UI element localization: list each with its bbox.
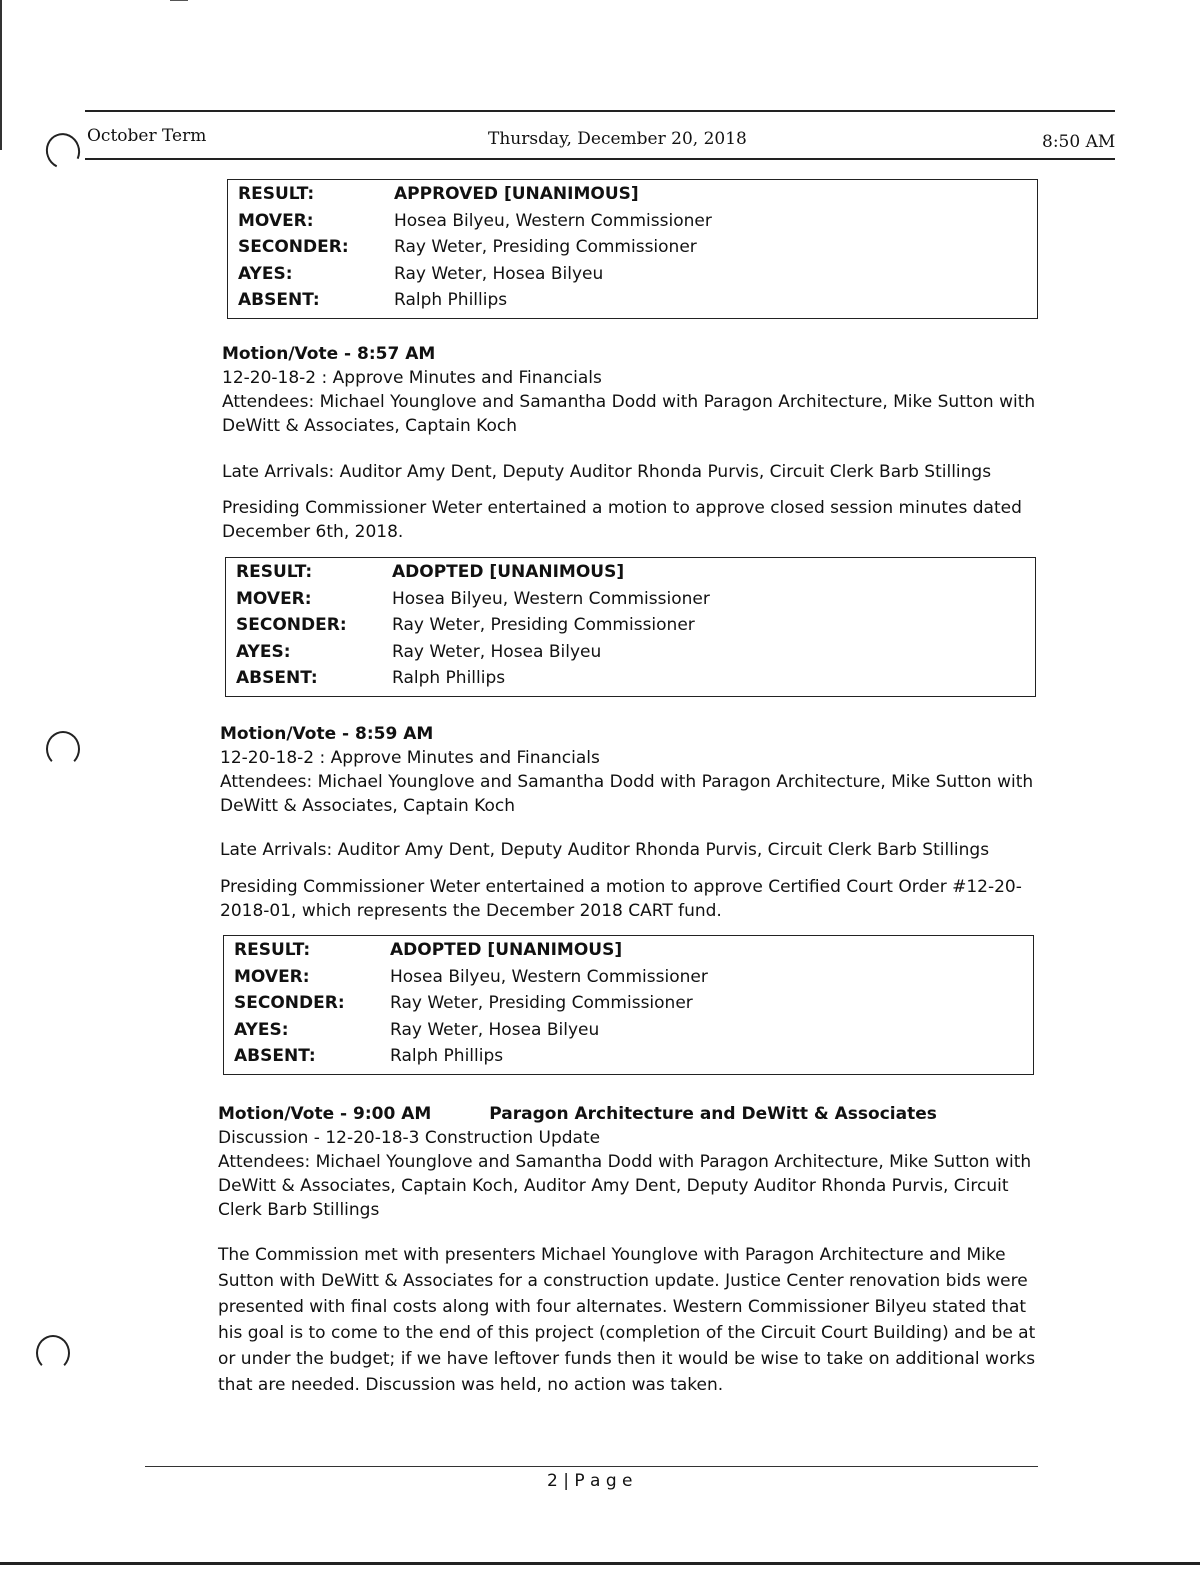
vote-label: AYES:: [234, 1019, 289, 1040]
vote-label: AYES:: [238, 263, 293, 284]
scan-top-mark: [170, 0, 188, 1]
vote-value: ADOPTED [UNANIMOUS]: [392, 562, 625, 582]
motion-item: Discussion - 12-20-18-3 Construction Update: [218, 1128, 601, 1148]
vote-value: ADOPTED [UNANIMOUS]: [390, 940, 623, 960]
footer-page-number: 2 | P a g e: [547, 1471, 633, 1491]
scan-bottom-edge: [0, 1562, 1200, 1565]
vote-value: Ray Weter, Hosea Bilyeu: [390, 1019, 600, 1040]
vote-label: MOVER:: [238, 210, 314, 231]
punch-hole-top: [41, 128, 85, 173]
vote-label: MOVER:: [234, 966, 310, 987]
motion-block-1: [222, 342, 1052, 438]
motion-topic: Paragon Architecture and DeWitt & Associates: [489, 1104, 937, 1124]
motion-item: 12-20-18-2 : Approve Minutes and Financials: [220, 748, 600, 768]
punch-hole-bottom: [36, 1335, 70, 1371]
vote-label: SECONDER:: [234, 993, 345, 1013]
scan-left-edge: [0, 0, 2, 150]
vote-value: Ray Weter, Presiding Commissioner: [394, 237, 697, 257]
vote-row-ayes: [234, 1017, 1023, 1044]
vote-value: Ralph Phillips: [390, 1046, 504, 1066]
motion-heading: Motion/Vote - 8:59 AM: [220, 724, 434, 744]
vote-label: SECONDER:: [236, 615, 347, 635]
vote-value: Hosea Bilyeu, Western Commissioner: [394, 210, 712, 231]
motion-late-arrivals: Late Arrivals: Auditor Amy Dent, Deputy Auditor Rhonda Purvis, Circuit Clerk Barb Stillings: [220, 840, 990, 860]
motion-text: The Commission met with presenters Michael Younglove with Paragon Architecture and Mike Sutton with DeWitt & Associates for a construction update. Justice Center renovation bids were presented with final costs along with four alternates. Western Commissioner Bilyeu stated that his goal is to come to the end of this project (completion of the Circuit Court Building) and be at or under the budget; if we have leftover funds then it would be wise to take on additional works that are needed. Discussion was held, no action was taken.: [218, 1245, 1036, 1395]
vote-value: Ralph Phillips: [392, 668, 506, 688]
vote-label: ABSENT:: [238, 290, 320, 310]
motion-block-3: [218, 1102, 1048, 1222]
motion-attendees: Attendees: Michael Younglove and Samantha Dodd with Paragon Architecture, Mike Sutton with DeWitt & Associates, Captain Koch: [222, 392, 1036, 436]
motion-text: Presiding Commissioner Weter entertained a motion to approve Certified Court Order #12-20-2018-01, which represents the December 2018 CART fund.: [220, 877, 1022, 921]
vote-table-2: [225, 557, 1036, 697]
motion-attendees: Attendees: Michael Younglove and Samantha Dodd with Paragon Architecture, Mike Sutton with DeWitt & Associates, Captain Koch, Auditor Amy Dent, Deputy Auditor Rhonda Purvis, Circuit Clerk Barb Stillings: [218, 1152, 1032, 1220]
vote-row-result: [236, 559, 1025, 586]
motion-attendees: Attendees: Michael Younglove and Samantha Dodd with Paragon Architecture, Mike Sutton with DeWitt & Associates, Captain Koch: [220, 772, 1034, 816]
vote-label: ABSENT:: [234, 1046, 316, 1066]
vote-table-1: [227, 179, 1038, 319]
motion-item: 12-20-18-2 : Approve Minutes and Financials: [222, 368, 602, 388]
vote-value: Hosea Bilyeu, Western Commissioner: [392, 588, 710, 609]
vote-row-seconder: [236, 612, 1025, 639]
header-date: Thursday, December 20, 2018: [488, 129, 747, 149]
motion-late-arrivals: Late Arrivals: Auditor Amy Dent, Deputy Auditor Rhonda Purvis, Circuit Clerk Barb Stillings: [222, 462, 992, 482]
punch-hole-middle: [46, 731, 80, 767]
vote-label: RESULT:: [234, 940, 311, 960]
motion-heading: Motion/Vote - 9:00 AM: [218, 1104, 432, 1124]
motion-heading-line: [218, 1102, 1048, 1126]
vote-row-mover: [238, 208, 1027, 235]
vote-value: Ray Weter, Hosea Bilyeu: [394, 263, 604, 284]
vote-label: ABSENT:: [236, 668, 318, 688]
motion-block-2: [220, 722, 1050, 818]
vote-row-result: [234, 937, 1023, 964]
footer-rule: [145, 1466, 1038, 1467]
vote-row-seconder: [238, 234, 1027, 261]
vote-label: AYES:: [236, 641, 291, 662]
vote-row-ayes: [236, 639, 1025, 666]
vote-value: Hosea Bilyeu, Western Commissioner: [390, 966, 708, 987]
vote-row-absent: [238, 287, 1027, 314]
header-top-rule: [85, 110, 1115, 112]
vote-value: Ray Weter, Presiding Commissioner: [392, 615, 695, 635]
vote-label: MOVER:: [236, 588, 312, 609]
header-time: 8:50 AM: [1042, 132, 1116, 152]
vote-value: Ralph Phillips: [394, 290, 508, 310]
vote-row-mover: [236, 586, 1025, 613]
motion-text: Presiding Commissioner Weter entertained a motion to approve closed session minutes dated December 6th, 2018.: [222, 498, 1022, 542]
header-term: October Term: [87, 126, 207, 146]
vote-value: Ray Weter, Presiding Commissioner: [390, 993, 693, 1013]
vote-label: RESULT:: [236, 562, 313, 582]
motion-heading: Motion/Vote - 8:57 AM: [222, 344, 436, 364]
vote-row-result: [238, 181, 1027, 208]
vote-row-mover: [234, 964, 1023, 991]
vote-label: SECONDER:: [238, 237, 349, 257]
vote-row-ayes: [238, 261, 1027, 288]
vote-row-seconder: [234, 990, 1023, 1017]
header-bottom-rule: [85, 158, 1115, 160]
vote-value: Ray Weter, Hosea Bilyeu: [392, 641, 602, 662]
vote-row-absent: [236, 665, 1025, 692]
vote-row-absent: [234, 1043, 1023, 1070]
vote-label: RESULT:: [238, 184, 315, 204]
vote-table-3: [223, 935, 1034, 1075]
vote-value: APPROVED [UNANIMOUS]: [394, 184, 639, 204]
